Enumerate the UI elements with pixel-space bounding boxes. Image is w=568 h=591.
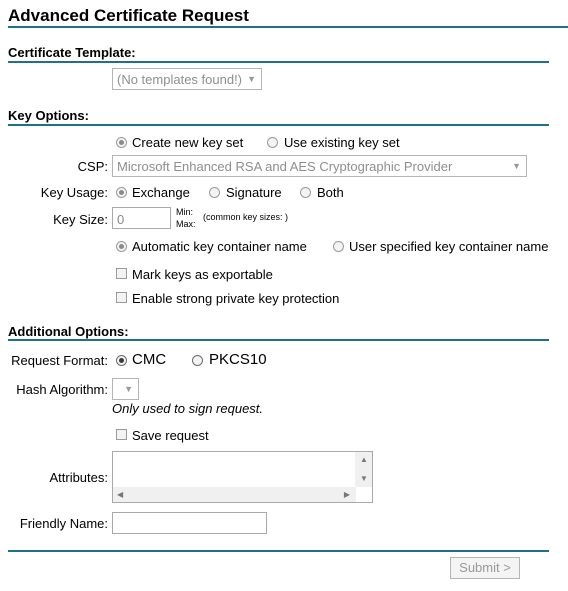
friendly-name-input[interactable] [112,512,267,534]
user-specified-container-radio[interactable] [333,241,344,252]
title-rule [8,26,568,28]
friendly-name-label: Friendly Name: [19,516,108,531]
scroll-down-icon[interactable]: ▼ [360,474,368,483]
key-size-min-label: Min: [176,207,194,217]
strong-protection-checkbox[interactable] [116,292,127,303]
create-new-key-set-radio[interactable] [116,137,127,148]
key-size-hint: (common key sizes: ) [203,212,289,222]
chevron-down-icon: ▼ [247,74,256,84]
attributes-scrollbar-horizontal[interactable] [113,487,356,502]
key-size-placeholder: 0 [117,212,125,227]
key-usage-both-label: Both [317,185,344,200]
attributes-textarea[interactable] [112,451,373,503]
csp-label: CSP: [77,159,108,174]
mark-exportable-label: Mark keys as exportable [132,267,273,282]
key-options-heading: Key Options: [8,108,89,123]
scroll-right-icon[interactable]: ▶ [343,490,350,499]
csp-select[interactable] [112,155,527,177]
key-usage-exchange-label: Exchange [132,185,190,200]
request-format-cmc-radio[interactable] [116,355,127,366]
create-new-key-set-label: Create new key set [132,135,244,150]
request-format-label: Request Format: [11,353,108,368]
strong-protection-label: Enable strong private key protection [132,291,340,306]
certificate-template-value: (No templates found!) [117,72,243,87]
save-request-checkbox[interactable] [116,429,127,440]
key-usage-both-radio[interactable] [300,187,311,198]
automatic-container-label: Automatic key container name [132,239,307,254]
request-format-pkcs10-radio[interactable] [192,355,203,366]
additional-options-rule [8,339,549,341]
use-existing-key-set-radio[interactable] [267,137,278,148]
chevron-down-icon: ▼ [512,161,521,171]
mark-exportable-checkbox[interactable] [116,268,127,279]
key-usage-label: Key Usage: [40,185,108,200]
key-size-label: Key Size: [53,212,108,227]
automatic-container-radio[interactable] [116,241,127,252]
user-specified-container-label: User specified key container name [349,239,549,254]
hash-algorithm-note: Only used to sign request. [112,401,264,416]
hash-algorithm-label: Hash Algorithm: [16,382,108,397]
submit-button[interactable]: Submit > [450,557,520,579]
use-existing-key-set-label: Use existing key set [284,135,400,150]
key-usage-exchange-radio[interactable] [116,187,127,198]
additional-options-heading: Additional Options: [8,324,129,339]
save-request-label: Save request [132,428,209,443]
key-size-max-label: Max: [176,219,196,229]
key-size-input[interactable] [112,207,171,229]
scroll-left-icon[interactable]: ◀ [117,490,124,499]
certificate-template-heading: Certificate Template: [8,45,136,60]
key-usage-signature-label: Signature [226,185,282,200]
key-options-rule [8,124,549,126]
attributes-label: Attributes: [49,470,108,485]
scroll-up-icon[interactable]: ▲ [360,455,368,464]
chevron-down-icon: ▼ [124,384,133,394]
request-format-cmc-label: CMC [132,351,167,368]
attributes-scrollbar-vertical[interactable] [355,452,372,487]
request-format-pkcs10-label: PKCS10 [209,351,267,368]
form-bottom-rule [8,550,549,552]
certificate-template-rule [8,61,549,63]
csp-value: Microsoft Enhanced RSA and AES Cryptographic Provider [117,159,453,174]
page-title: Advanced Certificate Request [8,6,249,25]
hash-algorithm-select[interactable] [112,378,139,400]
key-usage-signature-radio[interactable] [209,187,220,198]
certificate-template-select[interactable] [112,68,262,90]
